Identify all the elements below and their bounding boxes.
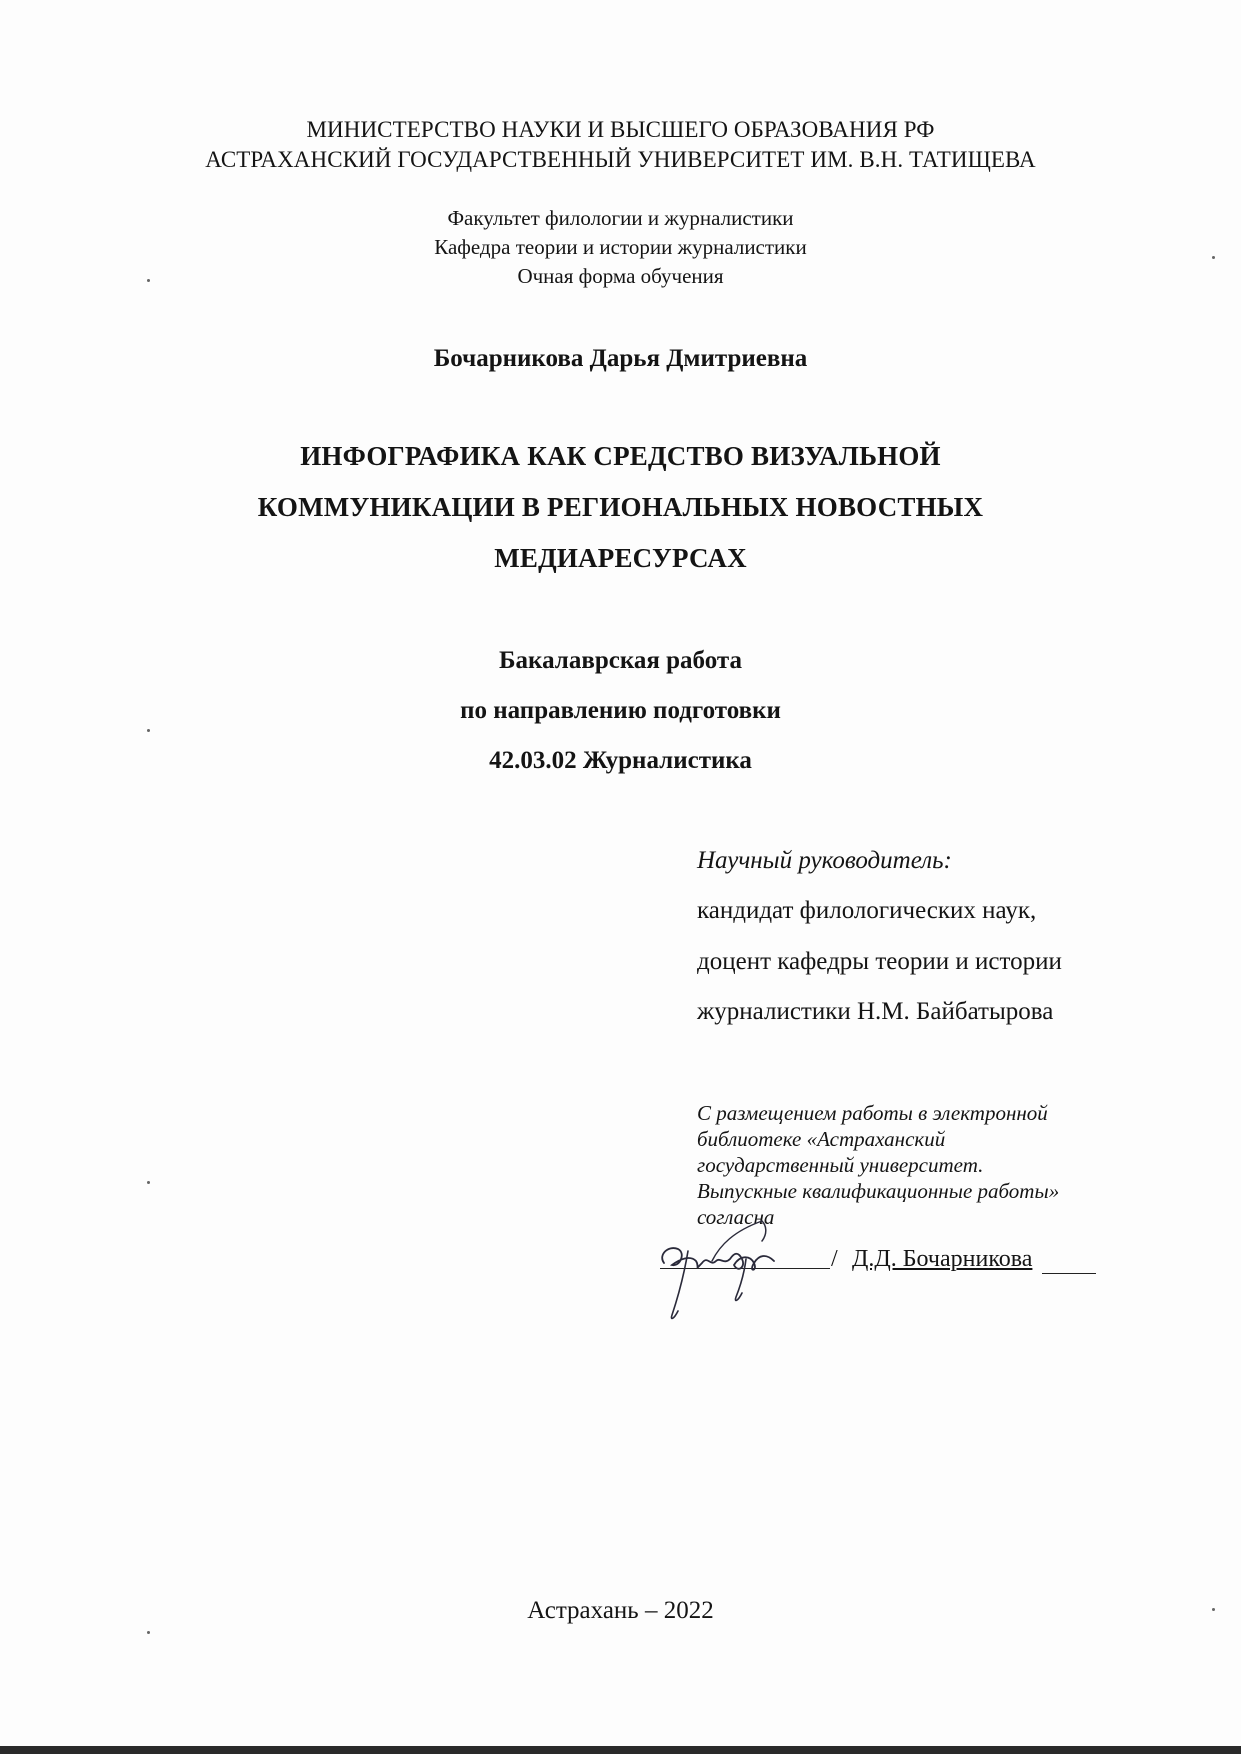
supervisor-name: журналистики Н.М. Байбатырова — [697, 998, 1054, 1025]
scan-speck — [147, 279, 150, 282]
work-type: Бакалаврская работа — [499, 647, 742, 674]
scan-speck — [147, 1631, 150, 1634]
supervisor-heading: Научный руководитель: — [697, 847, 952, 874]
supervisor-position: доцент кафедры теории и истории — [697, 948, 1062, 975]
consent-line-3: государственный университет. — [697, 1153, 984, 1177]
city-year: Астрахань – 2022 — [527, 1597, 714, 1624]
supervisor-degree: кандидат филологических наук, — [697, 897, 1037, 924]
university-name: АСТРАХАНСКИЙ ГОСУДАРСТВЕННЫЙ УНИВЕРСИТЕТ ИМ. В.Н. ТАТИЩЕВА — [205, 147, 1036, 172]
chair-name: Кафедра теории и истории журналистики — [434, 235, 807, 259]
scan-speck — [1212, 256, 1215, 259]
scan-speck — [1212, 1608, 1215, 1611]
thesis-title-line-3: МЕДИАРЕСУРСАХ — [494, 543, 747, 573]
thesis-title-line-2: КОММУНИКАЦИИ В РЕГИОНАЛЬНЫХ НОВОСТНЫХ — [257, 492, 984, 522]
faculty-name: Факультет филологии и журналистики — [447, 206, 794, 230]
consent-line-1: С размещением работы в электронной — [697, 1101, 1048, 1125]
handwritten-signature — [650, 1215, 800, 1325]
thesis-title-line-1: ИНФОГРАФИКА КАК СРЕДСТВО ВИЗУАЛЬНОЙ — [300, 441, 941, 471]
scan-speck — [147, 729, 150, 732]
scan-speck — [147, 1181, 150, 1184]
ministry-name: МИНИСТЕРСТВО НАУКИ И ВЫСШЕГО ОБРАЗОВАНИЯ РФ — [306, 117, 935, 142]
consent-line-5: согласна — [697, 1205, 775, 1229]
scan-edge — [0, 1746, 1241, 1754]
study-form: Очная форма обучения — [517, 264, 724, 288]
consent-line-2: библиотеке «Астраханский — [697, 1127, 946, 1151]
consent-line-4: Выпускные квалификационные работы» — [697, 1179, 1060, 1203]
direction-label: по направлению подготовки — [460, 697, 781, 724]
author-name: Бочарникова Дарья Дмитриевна — [433, 345, 808, 372]
direction-code: 42.03.02 Журналистика — [489, 747, 752, 774]
signer-name: Д.Д. Бочарникова — [852, 1246, 1033, 1272]
signature-separator: / — [831, 1246, 838, 1272]
signer-name-underline — [1042, 1273, 1096, 1274]
